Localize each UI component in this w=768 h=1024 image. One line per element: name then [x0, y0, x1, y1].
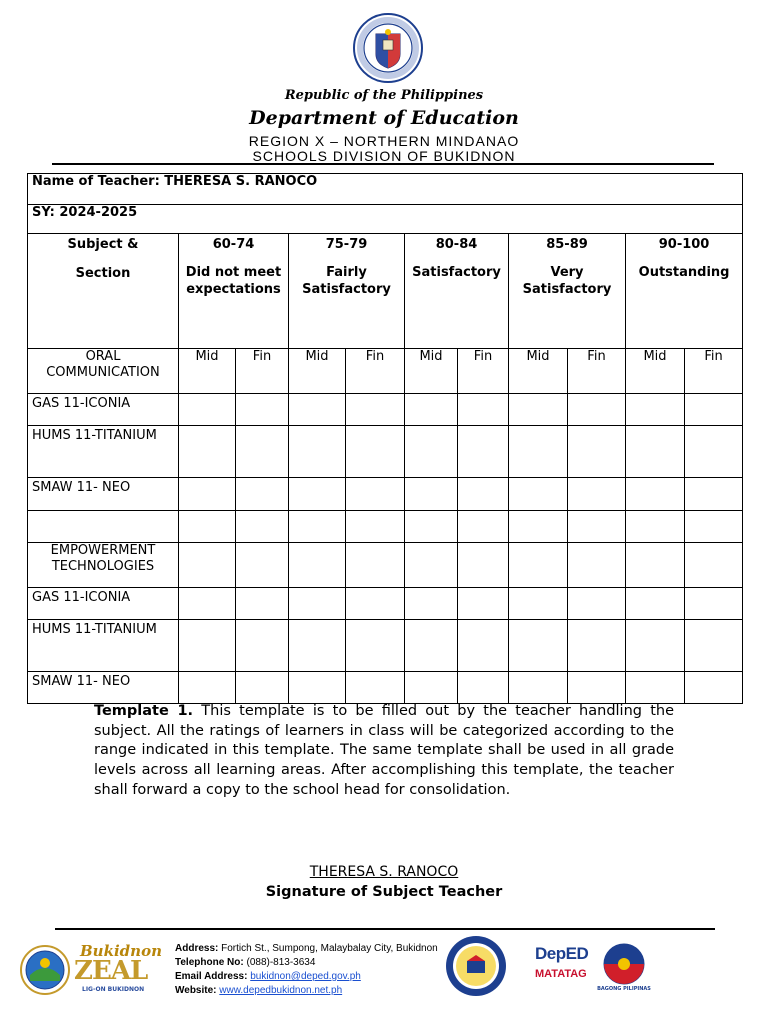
rating-cell[interactable]: [289, 672, 346, 704]
zeal-wordmark: ZEAL: [74, 956, 148, 986]
rating-cell[interactable]: [236, 511, 289, 543]
rating-cell[interactable]: [685, 588, 743, 620]
fin-header: Fin: [568, 349, 626, 394]
subject-oral-communication: ORAL COMMUNICATION: [28, 349, 179, 394]
rating-cell[interactable]: [346, 620, 405, 672]
footer-divider: [55, 928, 715, 930]
rating-cell[interactable]: [458, 478, 509, 511]
template-note: [94, 702, 674, 801]
section-label: GAS 11-ICONIA: [28, 394, 179, 426]
range-header-60-74: [179, 234, 289, 349]
mid-header: Mid: [626, 349, 685, 394]
range-value: 85-89: [546, 237, 588, 252]
bagong-pilipinas-logo: [596, 942, 652, 998]
rating-cell[interactable]: [509, 588, 568, 620]
rating-cell[interactable]: [236, 543, 289, 588]
mid-header: Mid: [405, 349, 458, 394]
address-value: Fortich St., Sumpong, Malaybalay City, Bukidnon: [221, 943, 438, 954]
rating-cell[interactable]: [236, 426, 289, 478]
rating-cell[interactable]: [346, 543, 405, 588]
range-header-85-89: [509, 234, 626, 349]
bukidnon-zeal-logo: [72, 942, 162, 998]
range-label: Outstanding: [638, 265, 730, 280]
rating-cell[interactable]: [179, 588, 236, 620]
mid-header: Mid: [509, 349, 568, 394]
division-heading: SCHOOLS DIVISION OF BUKIDNON: [252, 148, 516, 164]
rating-cell[interactable]: [626, 478, 685, 511]
signature-name: [0, 864, 768, 880]
fin-header: Fin: [458, 349, 509, 394]
range-header-75-79: [289, 234, 405, 349]
rating-cell[interactable]: [458, 394, 509, 426]
matatag-wordmark: MATATAG: [535, 968, 587, 980]
rating-cell[interactable]: [405, 620, 458, 672]
rating-cell[interactable]: [346, 394, 405, 426]
rating-cell[interactable]: [568, 620, 626, 672]
header-divider: [52, 163, 714, 165]
rating-cell[interactable]: [179, 511, 236, 543]
rating-cell[interactable]: [405, 426, 458, 478]
rating-cell[interactable]: [405, 543, 458, 588]
fin-header: Fin: [236, 349, 289, 394]
rating-cell[interactable]: [685, 672, 743, 704]
rating-cell[interactable]: [509, 543, 568, 588]
website-link[interactable]: www.depedbukidnon.net.ph: [219, 985, 343, 996]
rating-cell[interactable]: [405, 588, 458, 620]
section-label: SMAW 11- NEO: [28, 672, 179, 704]
rating-cell[interactable]: [179, 426, 236, 478]
rating-cell[interactable]: [236, 620, 289, 672]
range-label: Satisfactory: [412, 265, 501, 280]
rating-cell[interactable]: [568, 511, 626, 543]
contact-block: [175, 942, 438, 998]
mid-header: Mid: [289, 349, 346, 394]
rating-cell[interactable]: [685, 620, 743, 672]
rating-cell[interactable]: [346, 672, 405, 704]
rating-cell[interactable]: [346, 588, 405, 620]
range-label: Very Satisfactory: [522, 265, 612, 297]
bukidnon-division-seal-icon: [20, 945, 70, 995]
rating-cell[interactable]: [289, 588, 346, 620]
mid-header: Mid: [179, 349, 236, 394]
range-label: Fairly Satisfactory: [302, 265, 391, 297]
rating-cell[interactable]: [568, 672, 626, 704]
rating-cell[interactable]: [568, 478, 626, 511]
rating-cell[interactable]: [289, 620, 346, 672]
rating-cell[interactable]: [509, 426, 568, 478]
fin-header: Fin: [685, 349, 743, 394]
rating-cell[interactable]: [626, 672, 685, 704]
table-row: [28, 394, 743, 426]
table-row: [28, 478, 743, 511]
rating-cell[interactable]: [685, 426, 743, 478]
address-label: Address:: [175, 943, 219, 954]
teacher-signature-name: THERESA S. RANOCO: [309, 864, 459, 880]
rating-cell[interactable]: [685, 394, 743, 426]
bagong-pilipinas-icon: [596, 942, 652, 986]
table-row: [28, 511, 743, 543]
table-row: [28, 543, 743, 588]
rating-cell[interactable]: [346, 511, 405, 543]
rating-cell[interactable]: [568, 543, 626, 588]
rating-cell[interactable]: [626, 588, 685, 620]
rating-cell[interactable]: [509, 511, 568, 543]
website-label: Website:: [175, 985, 217, 996]
table-row: [28, 672, 743, 704]
school-seal-icon: [445, 935, 507, 997]
rating-cell[interactable]: [568, 426, 626, 478]
rating-cell[interactable]: [179, 620, 236, 672]
region-heading: REGION X – NORTHERN MINDANAO: [248, 133, 520, 149]
rating-cell[interactable]: [346, 478, 405, 511]
rating-cell[interactable]: [289, 426, 346, 478]
rating-cell[interactable]: [626, 543, 685, 588]
phone-label: Telephone No:: [175, 957, 244, 968]
rating-cell[interactable]: [458, 588, 509, 620]
rating-cell[interactable]: [458, 511, 509, 543]
subject-header-line1: Subject &: [67, 237, 139, 252]
bukidnon-wordmark: Bukidnon: [80, 942, 162, 960]
email-label: Email Address:: [175, 971, 248, 982]
signature-label: Signature of Subject Teacher: [265, 884, 503, 900]
empty-section-cell: [28, 511, 179, 543]
rating-cell[interactable]: [626, 511, 685, 543]
rating-cell[interactable]: [405, 394, 458, 426]
section-label: HUMS 11-TITANIUM: [28, 426, 179, 478]
range-value: 90-100: [658, 237, 710, 252]
department-heading: Department of Education: [249, 107, 519, 129]
rating-cell[interactable]: [685, 511, 743, 543]
rating-cell[interactable]: [179, 478, 236, 511]
republic-heading: Republic of the Philippines: [284, 88, 484, 103]
rating-cell[interactable]: [179, 394, 236, 426]
range-value: 60-74: [212, 237, 255, 252]
deped-seal-icon: [352, 12, 424, 84]
rating-cell[interactable]: [509, 478, 568, 511]
rating-cell[interactable]: [236, 478, 289, 511]
bagong-pilipinas-label: BAGONG PILIPINAS: [597, 986, 651, 992]
deped-matatag-logo: [535, 944, 593, 994]
rating-cell[interactable]: [179, 672, 236, 704]
email-link[interactable]: bukidnon@deped.gov.ph: [250, 971, 361, 982]
rating-cell[interactable]: [626, 620, 685, 672]
rating-cell[interactable]: [236, 588, 289, 620]
table-row: [28, 588, 743, 620]
rating-cell[interactable]: [236, 394, 289, 426]
range-label: Did not meet expectations: [185, 265, 282, 297]
teacher-name-row: Name of Teacher: THERESA S. RANOCO: [28, 174, 743, 205]
rating-cell[interactable]: [405, 672, 458, 704]
rating-cell[interactable]: [458, 543, 509, 588]
deped-wordmark: DepED: [535, 944, 589, 963]
rating-cell[interactable]: [346, 426, 405, 478]
school-year-row: SY: 2024-2025: [28, 205, 743, 234]
rating-cell[interactable]: [458, 672, 509, 704]
template-note-lead: Template 1.: [94, 703, 194, 719]
ligon-wordmark: LIG-ON BUKIDNON: [82, 986, 145, 993]
table-row: [28, 426, 743, 478]
subject-section-header: [28, 234, 179, 349]
rating-table: [27, 173, 743, 704]
rating-cell[interactable]: [405, 478, 458, 511]
rating-cell[interactable]: [626, 394, 685, 426]
table-row: [28, 620, 743, 672]
subject-empowerment-technologies: EMPOWERMENT TECHNOLOGIES: [28, 543, 179, 588]
range-value: 80-84: [435, 237, 478, 252]
fin-header: Fin: [346, 349, 405, 394]
template-note-body: This template is to be filled out by the teacher handling the subject. All the ratings of learners in class will be categorized according to the range indicated in this template. The same template shall be used in all grade levels across all learning areas. After accomplishing this template, the teacher shall forward a copy to the school head for consolidation.: [94, 703, 674, 798]
phone-value: (088)-813-3634: [246, 957, 316, 968]
rating-cell[interactable]: [509, 672, 568, 704]
rating-cell[interactable]: [568, 588, 626, 620]
rating-cell[interactable]: [289, 543, 346, 588]
range-header-80-84: [405, 234, 509, 349]
subject-header-line2: Section: [75, 266, 131, 281]
rating-cell[interactable]: [685, 543, 743, 588]
rating-cell[interactable]: [289, 478, 346, 511]
section-label: GAS 11-ICONIA: [28, 588, 179, 620]
rating-cell[interactable]: [509, 620, 568, 672]
range-header-90-100: [626, 234, 743, 349]
section-label: HUMS 11-TITANIUM: [28, 620, 179, 672]
rating-cell[interactable]: [236, 672, 289, 704]
rating-cell[interactable]: [289, 394, 346, 426]
rating-cell[interactable]: [179, 543, 236, 588]
rating-cell[interactable]: [289, 511, 346, 543]
rating-cell[interactable]: [458, 426, 509, 478]
range-value: 75-79: [325, 237, 368, 252]
rating-cell[interactable]: [685, 478, 743, 511]
rating-cell[interactable]: [405, 511, 458, 543]
rating-cell[interactable]: [626, 426, 685, 478]
rating-cell[interactable]: [458, 620, 509, 672]
rating-cell[interactable]: [568, 394, 626, 426]
section-label: SMAW 11- NEO: [28, 478, 179, 511]
rating-cell[interactable]: [509, 394, 568, 426]
